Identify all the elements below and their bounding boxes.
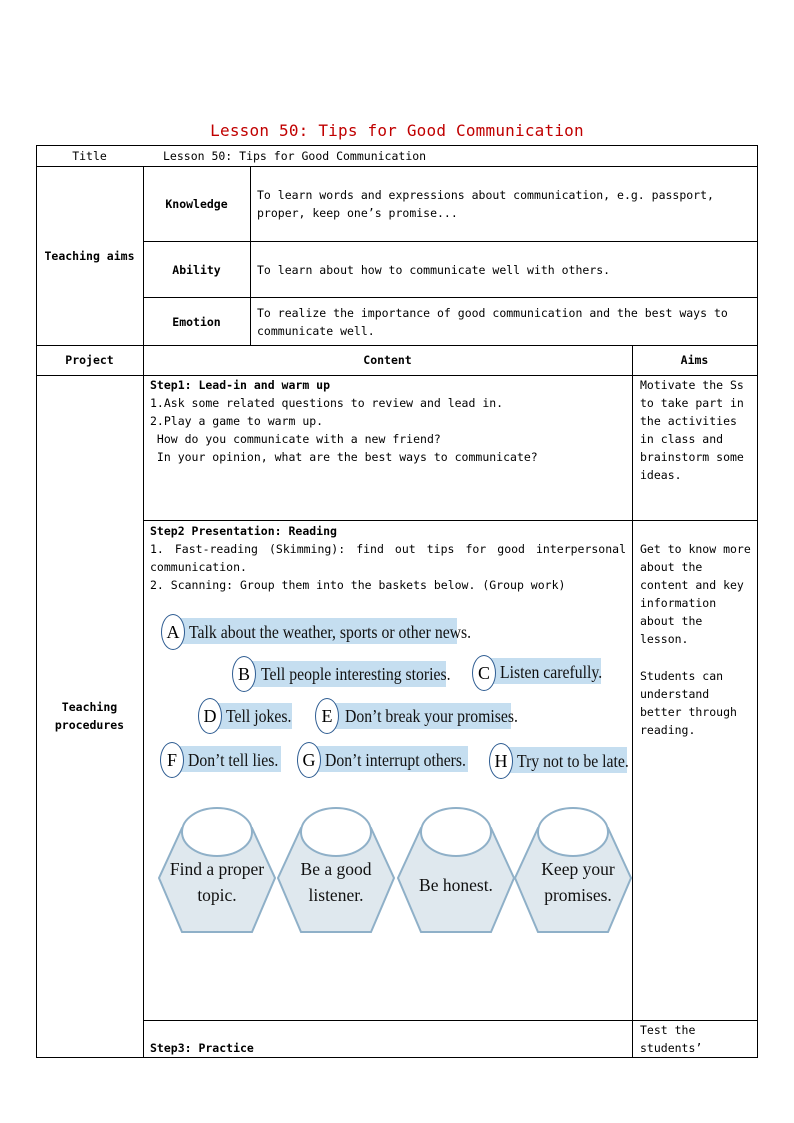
tip-text: Listen carefully. [500, 662, 603, 682]
tip-text: Don’t tell lies. [188, 750, 279, 770]
tip-letter-badge: E [315, 698, 339, 734]
step1-line-1: 1.Ask some related questions to review and lead in. [150, 396, 504, 410]
aims-column-header: Aims [680, 353, 709, 367]
ability-text: To learn about how to communicate well with others. [257, 263, 611, 277]
document-title: Lesson 50: Tips for Good Communication [210, 121, 584, 140]
title-row-label: Title [72, 149, 107, 163]
basket-be-honest [397, 806, 515, 934]
project-column-header: Project [65, 353, 114, 367]
step1-heading: Step1: Lead-in and warm up [150, 378, 331, 392]
tip-text: Don’t break your promises. [345, 706, 518, 726]
tip-letter-badge: F [160, 742, 184, 778]
step2-aims-2: Students can understand better through reading. [640, 669, 737, 737]
step1-line-4: In your opinion, what are the best ways to communicate? [150, 450, 538, 464]
content-column-header: Content [363, 353, 412, 367]
tip-text: Talk about the weather, sports or other news. [189, 622, 472, 642]
tip-letter-badge: C [472, 655, 496, 691]
step2-aims-1: Get to know more about the content and key information about the lesson. [640, 542, 751, 646]
step1-aims: Motivate the Ss to take part in the activities in class and brainstorm some ideas. [640, 378, 744, 482]
step1-line-3: How do you communicate with a new friend? [150, 432, 441, 446]
tip-letter-badge: G [297, 742, 321, 778]
emotion-text: To realize the importance of good communication and the best ways to communicate well. [257, 306, 728, 338]
teaching-procedures-label: Teaching procedures [54, 700, 125, 732]
step1-line-2: 2.Play a game to warm up. [150, 414, 324, 428]
step2-line-2: 2. Scanning: Group them into the baskets below. (Group work) [150, 578, 566, 592]
tip-text: Try not to be late. [517, 751, 629, 771]
ability-label: Ability [172, 263, 221, 277]
step3-aims: Test the students’ [640, 1023, 703, 1055]
tip-letter-badge: B [232, 656, 256, 692]
tip-text: Don’t interrupt others. [325, 750, 467, 770]
tip-text: Tell jokes. [226, 706, 292, 726]
step3-heading: Step3: Practice [150, 1041, 254, 1055]
tip-letter-badge: D [198, 698, 222, 734]
step2-heading: Step2 Presentation: Reading [150, 524, 337, 538]
basket-find-topic [158, 806, 276, 934]
basket-good-listener [277, 806, 395, 934]
knowledge-text: To learn words and expressions about communication, e.g. passport, proper, keep one’s promise... [257, 188, 714, 220]
teaching-aims-label: Teaching aims [44, 249, 135, 263]
emotion-label: Emotion [172, 315, 221, 329]
basket-keep-promises [514, 806, 632, 934]
tip-letter-badge: A [161, 614, 185, 650]
basket-label: Keep your promises. [541, 859, 615, 905]
tip-text: Tell people interesting stories. [261, 664, 451, 684]
knowledge-label: Knowledge [165, 197, 228, 211]
step2-line-1: 1. Fast-reading (Skimming): find out tips for good interpersonal communication. [150, 542, 626, 574]
basket-label: Be a good listener. [300, 859, 372, 905]
title-row-value: Lesson 50: Tips for Good Communication [163, 149, 427, 163]
basket-label: Be honest. [419, 875, 493, 895]
basket-label: Find a proper topic. [169, 859, 265, 905]
tip-letter-badge: H [489, 743, 513, 779]
